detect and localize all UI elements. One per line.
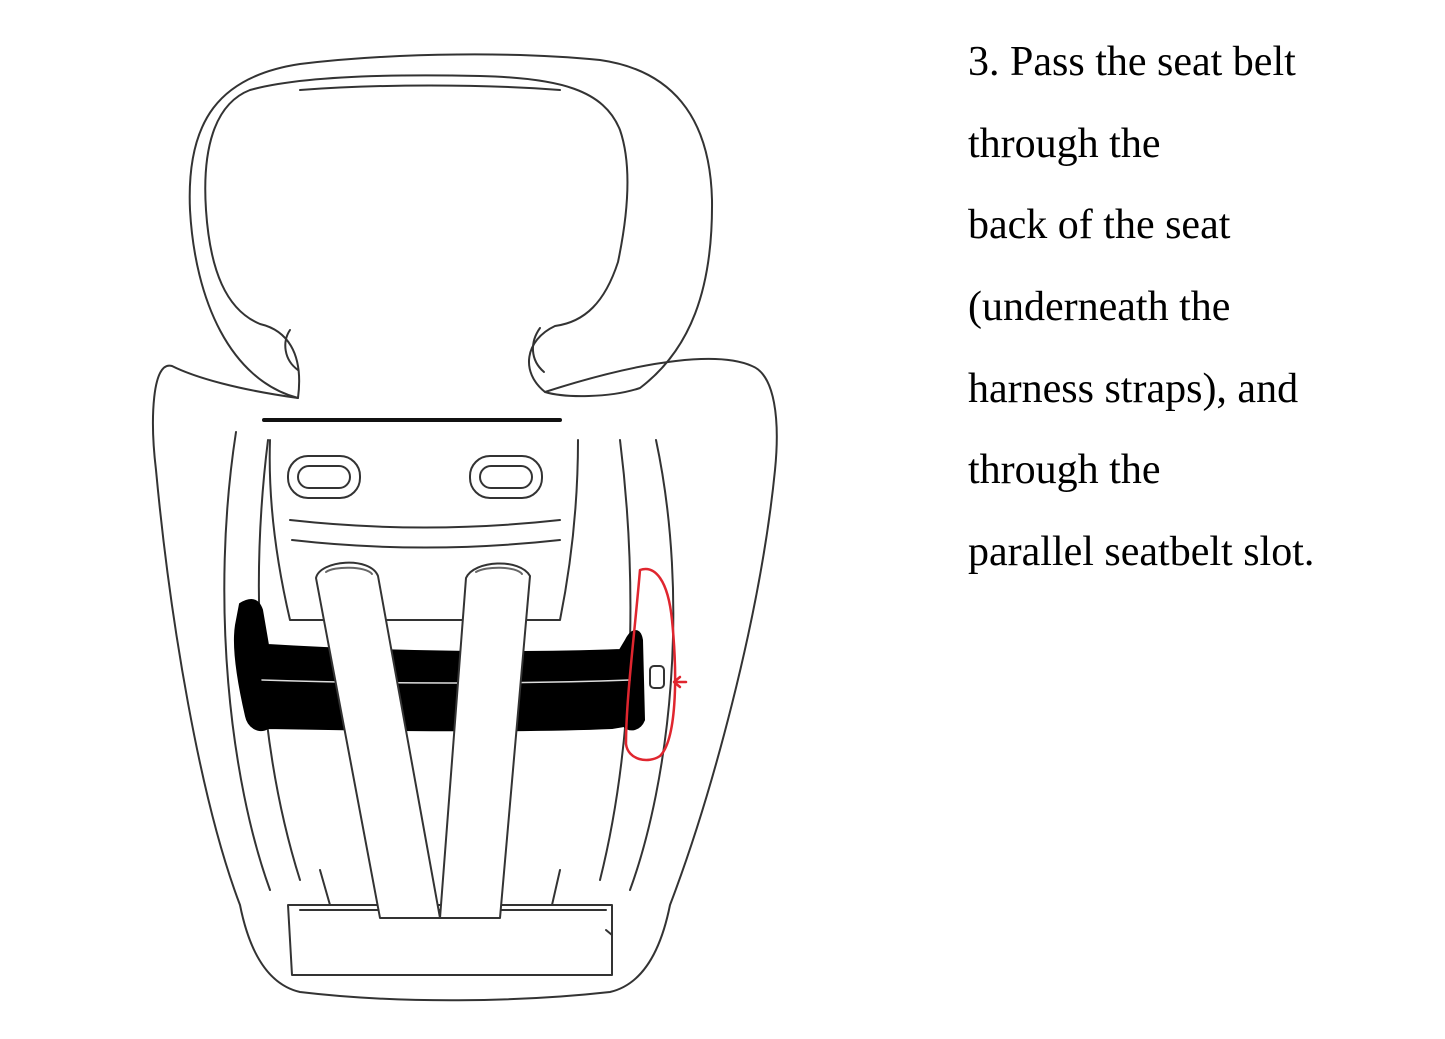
instruction-text xyxy=(968,34,1428,606)
instruction-line: parallel seatbelt slot. xyxy=(968,529,1315,576)
harness-straps xyxy=(316,563,530,918)
instruction-line: harness straps), and xyxy=(968,365,1299,412)
instruction-line: back of the seat xyxy=(968,202,1231,249)
belt-clip xyxy=(650,666,664,688)
instruction-line: 3. Pass the seat belt xyxy=(968,39,1296,85)
backrest-panel xyxy=(270,440,578,620)
instruction-line: through the xyxy=(968,447,1161,494)
headrest xyxy=(190,54,712,398)
instruction-line: through the xyxy=(968,120,1161,167)
instruction-line: (underneath the xyxy=(968,284,1231,331)
